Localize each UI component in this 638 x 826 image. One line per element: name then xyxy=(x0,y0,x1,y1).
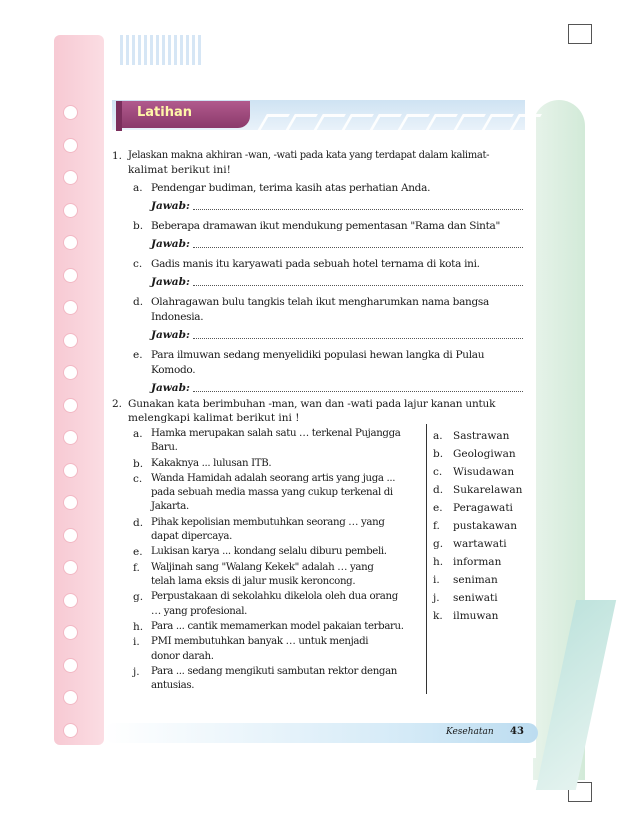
option-word: Sastrawan xyxy=(453,430,510,442)
option-word: Peragawati xyxy=(453,502,513,514)
answer-line xyxy=(193,381,523,392)
item-text: dapat dipercaya. xyxy=(151,531,232,542)
binder-hole xyxy=(63,300,78,315)
item-text: Jakarta. xyxy=(151,501,189,513)
binder-hole xyxy=(63,430,78,445)
item-text: Komodo. xyxy=(151,364,196,376)
item-letter: a. xyxy=(133,182,143,194)
binding-stripe xyxy=(120,35,123,65)
option-word: Geologiwan xyxy=(453,448,516,460)
binder-hole xyxy=(63,365,78,380)
question-text: melengkapi kalimat berikut ini ! xyxy=(128,412,300,424)
option-letter: c. xyxy=(433,466,443,478)
binding-stripe xyxy=(156,35,159,65)
options-divider xyxy=(426,424,427,694)
answer-line xyxy=(193,275,523,286)
item-text: antusias. xyxy=(151,680,195,692)
binding-stripe xyxy=(168,35,171,65)
option-word: wartawati xyxy=(453,538,507,550)
answer-line xyxy=(193,199,523,210)
item-text: Kakaknya ... lulusan ITB. xyxy=(151,457,272,469)
item-letter: h. xyxy=(133,621,144,633)
binder-hole xyxy=(63,463,78,478)
item-text: Lukisan karya ... kondang selalu diburu pembeli. xyxy=(151,546,387,558)
binder-hole xyxy=(63,690,78,705)
question-text: Gunakan kata berimbuhan -man, wan dan -wati pada lajur kanan untuk xyxy=(128,398,496,410)
item-text: Hamka merupakan salah satu … terkenal Pujangga xyxy=(151,428,401,439)
binding-stripes xyxy=(120,35,200,65)
binder-hole xyxy=(63,658,78,673)
binding-stripe xyxy=(144,35,147,65)
binder-hole xyxy=(63,138,78,153)
item-text: Para ilmuwan sedang menyelidiki populasi hewan langka di Pulau xyxy=(151,349,485,361)
crop-mark-top xyxy=(568,24,592,44)
item-letter: f. xyxy=(133,561,140,574)
option-letter: e. xyxy=(433,502,443,514)
binder-hole xyxy=(63,560,78,575)
binder-hole xyxy=(63,528,78,543)
item-letter: c. xyxy=(133,473,143,485)
binder-hole xyxy=(63,170,78,185)
item-letter: b. xyxy=(133,457,144,470)
item-text: Indonesia. xyxy=(151,311,204,323)
option-word: seniman xyxy=(453,574,498,586)
item-letter: j. xyxy=(133,666,140,678)
binding-stripe xyxy=(162,35,165,65)
item-letter: g. xyxy=(133,591,144,604)
binder-hole xyxy=(63,723,78,738)
answer-label: Jawab: xyxy=(151,329,190,341)
item-text: pada sebuah media massa yang cukup terkenal di xyxy=(151,487,393,499)
option-letter: d. xyxy=(433,484,444,496)
answer-label: Jawab: xyxy=(151,200,190,212)
answer-line xyxy=(193,237,523,248)
item-text: Baru. xyxy=(151,442,178,454)
item-text: Pihak kepolisian membutuhkan seorang … yang xyxy=(151,516,385,528)
option-letter: k. xyxy=(433,610,443,622)
binder-hole xyxy=(63,333,78,348)
binder-hole xyxy=(63,398,78,413)
item-text: Olahragawan bulu tangkis telah ikut mengharumkan nama bangsa xyxy=(151,296,489,308)
question-text: kalimat berikut ini! xyxy=(128,164,231,176)
option-word: seniwati xyxy=(453,592,498,604)
item-text: Pendengar budiman, terima kasih atas perhatian Anda. xyxy=(151,182,431,194)
page-number: 43 xyxy=(510,726,524,737)
answer-label: Jawab: xyxy=(151,238,190,250)
option-letter: h. xyxy=(433,556,444,568)
binder-hole xyxy=(63,593,78,608)
item-text: Beberapa dramawan ikut mendukung pementasan "Rama dan Sinta" xyxy=(151,220,501,232)
item-text: telah lama eksis di jalur musik keroncong. xyxy=(151,576,356,587)
answer-line xyxy=(193,328,523,339)
binding-stripe xyxy=(174,35,177,65)
option-word: Wisudawan xyxy=(453,466,515,478)
item-letter: a. xyxy=(133,428,143,440)
item-letter: d. xyxy=(133,516,144,529)
option-word: informan xyxy=(453,556,502,568)
option-word: ilmuwan xyxy=(453,610,499,622)
binding-stripe xyxy=(186,35,189,65)
item-text: Gadis manis itu karyawati pada sebuah hotel ternama di kota ini. xyxy=(151,258,480,270)
option-word: pustakawan xyxy=(453,520,517,532)
item-text: … yang profesional. xyxy=(151,605,248,617)
answer-label: Jawab: xyxy=(151,276,190,288)
question-number: 2. xyxy=(112,398,123,410)
item-text: Wanda Hamidah adalah seorang artis yang juga ... xyxy=(151,473,396,484)
question-number: 1. xyxy=(112,150,123,162)
binding-stripe xyxy=(126,35,129,65)
binding-stripe xyxy=(198,35,201,65)
option-letter: a. xyxy=(433,430,443,442)
binding-stripe xyxy=(138,35,141,65)
option-word: Sukarelawan xyxy=(453,484,523,496)
binder-hole xyxy=(63,105,78,120)
binder-hole xyxy=(63,235,78,250)
binding-stripe xyxy=(180,35,183,65)
option-letter: b. xyxy=(433,448,444,460)
item-letter: b. xyxy=(133,220,144,232)
item-text: Waljinah sang "Walang Kekek" adalah … yang xyxy=(151,561,374,573)
binding-stripe xyxy=(150,35,153,65)
item-letter: e. xyxy=(133,546,143,559)
item-text: PMI membutuhkan banyak … untuk menjadi xyxy=(151,636,369,648)
item-letter: e. xyxy=(133,349,143,361)
option-letter: j. xyxy=(433,592,440,604)
item-text: Para ... cantik memamerkan model pakaian terbaru. xyxy=(151,621,404,632)
binding-stripe xyxy=(192,35,195,65)
item-letter: c. xyxy=(133,258,143,270)
binder-hole xyxy=(63,268,78,283)
footer-section-name: Kesehatan xyxy=(446,727,494,737)
item-letter: d. xyxy=(133,296,144,308)
answer-label: Jawab: xyxy=(151,382,190,394)
binder-hole xyxy=(63,625,78,640)
item-text: Perpustakaan di sekolahku dikelola oleh dua orang xyxy=(151,591,398,603)
item-letter: i. xyxy=(133,636,140,649)
item-text: donor darah. xyxy=(151,650,214,662)
left-decorative-strip xyxy=(54,35,104,745)
option-letter: f. xyxy=(433,520,440,532)
binder-hole xyxy=(63,495,78,510)
option-letter: i. xyxy=(433,574,440,586)
question-text: Jelaskan makna akhiran -wan, -wati pada kata yang terdapat dalam kalimat- xyxy=(128,150,490,161)
section-title: Latihan xyxy=(137,105,193,120)
item-text: Para ... sedang mengikuti sambutan rektor dengan xyxy=(151,666,398,677)
option-letter: g. xyxy=(433,538,444,550)
binder-hole xyxy=(63,203,78,218)
binding-stripe xyxy=(132,35,135,65)
